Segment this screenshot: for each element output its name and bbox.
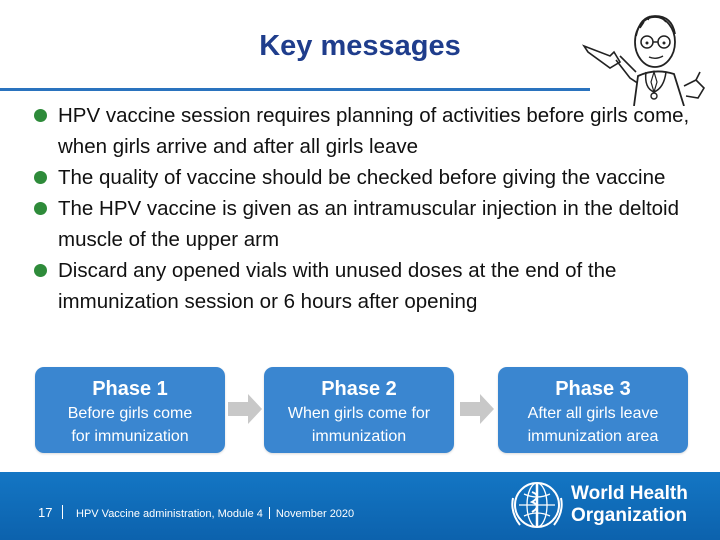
who-wordmark-line: World Health bbox=[571, 483, 688, 504]
key-messages-list bbox=[34, 100, 704, 317]
bullet-item bbox=[34, 100, 704, 162]
bullet-text: Discard any opened vials with unused doses at the end of the immunization session or 6 hours after opening bbox=[58, 259, 617, 313]
page-number: 17 bbox=[38, 505, 53, 520]
footer-date: November 2020 bbox=[275, 508, 355, 520]
phase-title: Phase 3 bbox=[555, 378, 631, 400]
phase-3-box bbox=[498, 367, 688, 453]
bullet-dot-icon bbox=[34, 202, 47, 215]
phase-description-line: After all girls leave bbox=[527, 405, 659, 422]
who-wordmark-line: Organization bbox=[571, 505, 688, 526]
bullet-text: The quality of vaccine should be checked before giving the vaccine bbox=[58, 166, 666, 189]
phase-description-line: for immunization bbox=[71, 428, 189, 445]
bullet-dot-icon bbox=[34, 171, 47, 184]
footer-divider bbox=[269, 507, 270, 519]
who-wordmark bbox=[571, 483, 688, 527]
phase-description-line: immunization bbox=[311, 428, 407, 445]
bullet-dot-icon bbox=[34, 264, 47, 277]
bullet-item bbox=[34, 193, 704, 255]
phase-title: Phase 1 bbox=[92, 378, 168, 400]
bullet-item bbox=[34, 255, 704, 317]
bullet-dot-icon bbox=[34, 109, 47, 122]
phase-title: Phase 2 bbox=[321, 378, 397, 400]
title-divider bbox=[0, 88, 590, 91]
phase-2-box bbox=[264, 367, 454, 453]
footer-course: HPV Vaccine administration, Module 4 bbox=[76, 508, 263, 520]
footer-caption bbox=[76, 507, 354, 520]
phase-description-line: When girls come for bbox=[287, 405, 431, 422]
phase-description-line: Before girls come bbox=[67, 405, 193, 422]
phase-description-line: immunization area bbox=[527, 428, 659, 445]
slide-title: Key messages bbox=[259, 30, 461, 62]
arrow-right-icon bbox=[226, 392, 264, 426]
arrow-right-icon bbox=[458, 392, 496, 426]
bullet-item bbox=[34, 162, 704, 193]
bullet-text: HPV vaccine session requires planning of activities before girls come, when girls arrive and after all girls leave bbox=[58, 104, 690, 158]
footer-divider bbox=[62, 505, 63, 519]
bullet-text: The HPV vaccine is given as an intramuscular injection in the deltoid muscle of the upper arm bbox=[58, 197, 680, 251]
who-emblem-icon bbox=[510, 478, 564, 532]
doctor-illustration-icon bbox=[580, 6, 710, 106]
phase-1-box bbox=[35, 367, 225, 453]
